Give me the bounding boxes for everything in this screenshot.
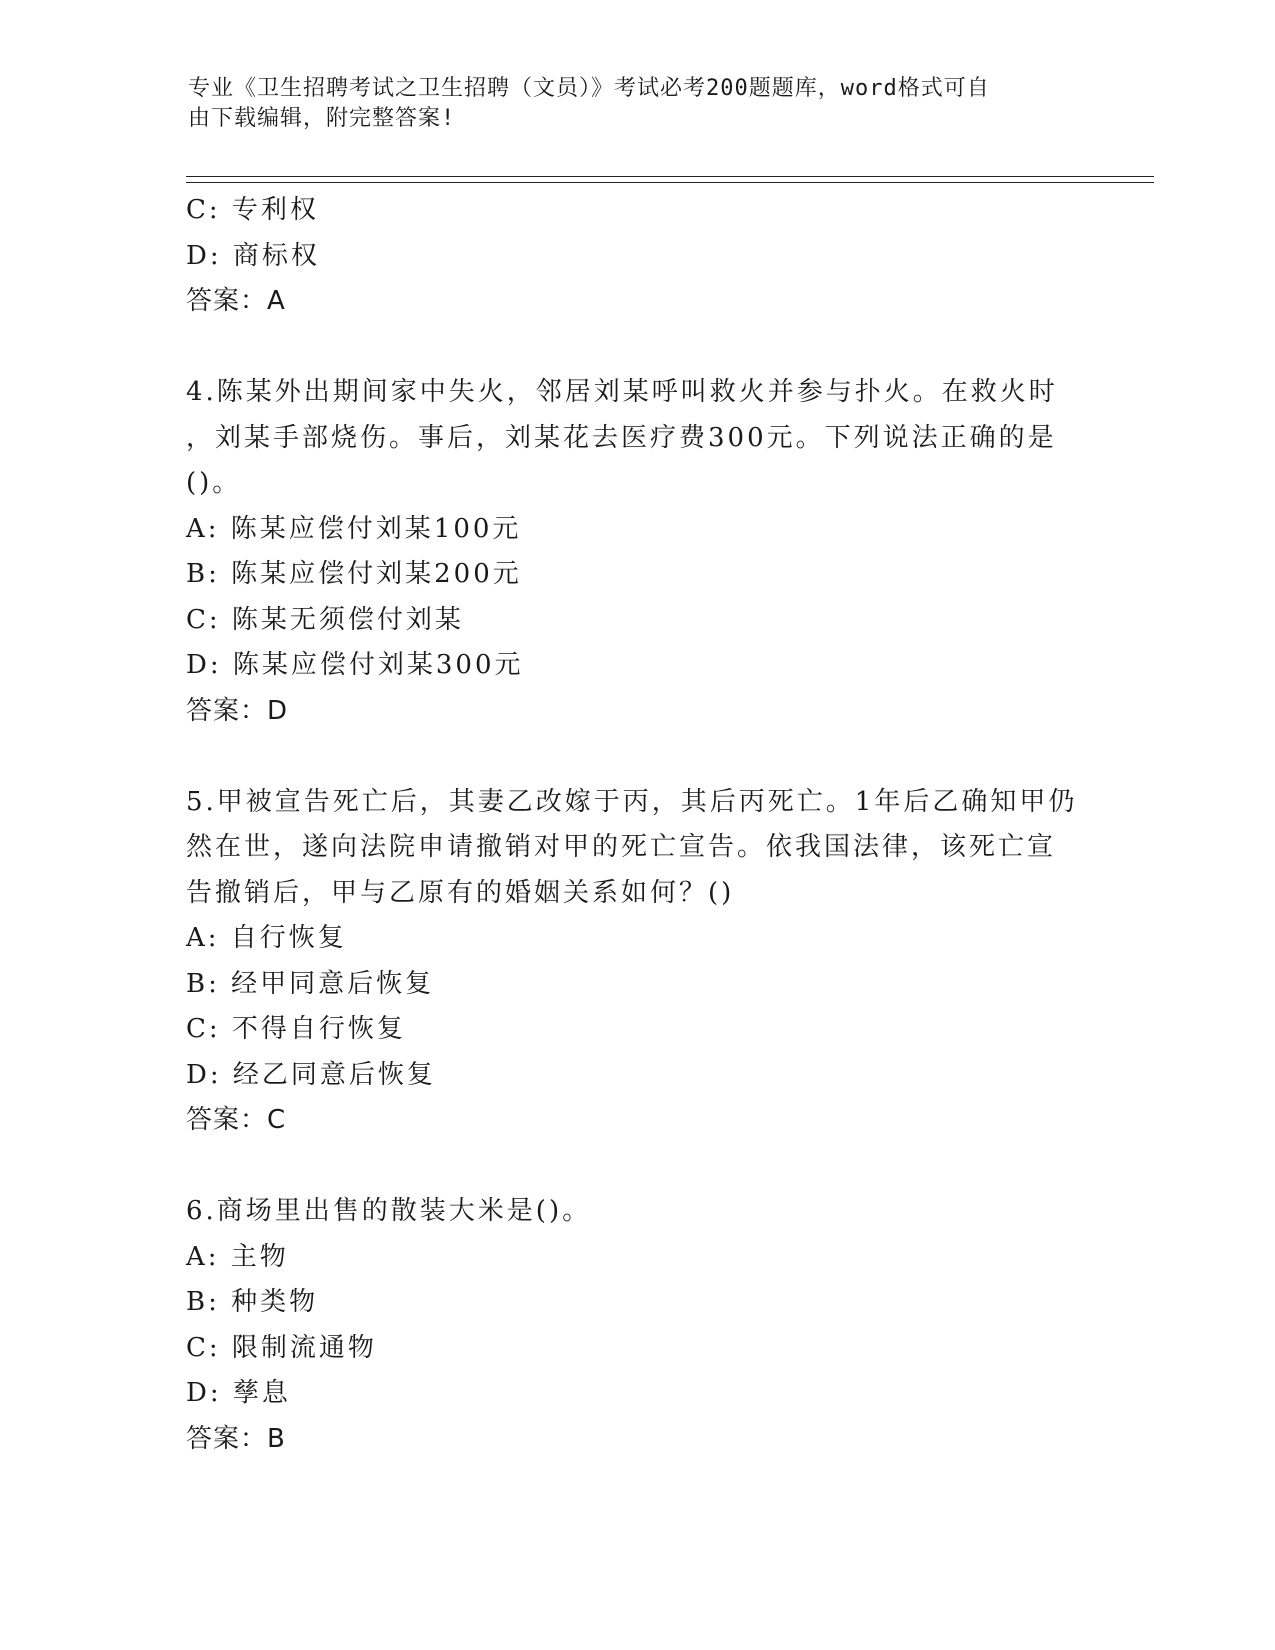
header-line-1: 专业《卫生招聘考试之卫生招聘（文员）》考试必考200题题库，word格式可自 <box>188 76 990 101</box>
document-header <box>188 74 1068 134</box>
option-a: A: 自行恢复 <box>186 923 347 953</box>
option-c: C: 限制流通物 <box>186 1332 377 1363</box>
question-stem-line: 4.陈某外出期间家中失火，邻居刘某呼叫救火并参与扑火。在救火时 <box>186 377 1058 407</box>
answer-line: 答案：B <box>186 1423 286 1454</box>
option-c: C: 不得自行恢复 <box>186 1014 406 1044</box>
question-stem-line: ，刘某手部烧伤。事后，刘某花去医疗费300元。下列说法正确的是 <box>186 422 1057 453</box>
question-3-tail <box>186 188 1086 325</box>
spacer <box>186 734 1086 780</box>
option-b: B: 种类物 <box>186 1287 319 1317</box>
option-b: B: 陈某应偿付刘某200元 <box>186 559 522 589</box>
question-stem-line: 告撤销后，甲与乙原有的婚姻关系如何？() <box>186 877 735 908</box>
option-c: C: 专利权 <box>186 195 319 225</box>
option-c: C: 陈某无须偿付刘某 <box>186 604 464 635</box>
question-list <box>186 188 1086 1462</box>
answer-line: 答案：A <box>186 286 286 316</box>
spacer <box>186 325 1086 371</box>
header-line-2: 由下载编辑，附完整答案! <box>188 106 456 131</box>
option-d: D: 陈某应偿付刘某300元 <box>186 650 524 680</box>
option-d: D: 商标权 <box>186 240 320 271</box>
header-divider-bottom <box>186 182 1154 183</box>
question-5 <box>186 780 1086 1144</box>
answer-line: 答案：D <box>186 695 289 726</box>
option-a: A: 主物 <box>186 1241 289 1272</box>
header-divider-top <box>186 176 1154 177</box>
option-a: A: 陈某应偿付刘某100元 <box>186 513 522 544</box>
question-stem-line: 5.甲被宣告死亡后，其妻乙改嫁于丙，其后丙死亡。1年后乙确知甲仍 <box>186 786 1078 817</box>
answer-line: 答案：C <box>186 1105 287 1135</box>
option-d: D: 孳息 <box>186 1378 291 1408</box>
question-stem-line: 然在世，遂向法院申请撤销对甲的死亡宣告。依我国法律，该死亡宣 <box>186 832 1057 862</box>
option-d: D: 经乙同意后恢复 <box>186 1059 436 1090</box>
question-6 <box>186 1189 1086 1462</box>
question-stem-line: ()。 <box>186 468 242 498</box>
question-stem-line: 6.商场里出售的散装大米是()。 <box>186 1196 592 1226</box>
spacer <box>186 1144 1086 1190</box>
option-b: B: 经甲同意后恢复 <box>186 968 435 999</box>
question-4 <box>186 370 1086 734</box>
